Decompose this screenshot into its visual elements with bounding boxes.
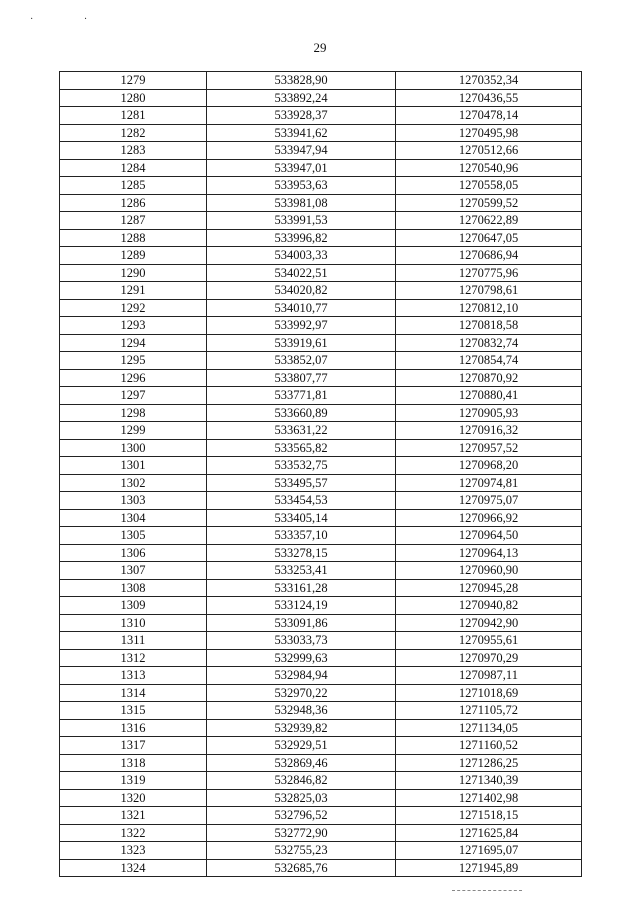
y-coordinate-cell: 1270540,96 bbox=[396, 159, 582, 177]
table-row bbox=[60, 597, 582, 615]
x-coordinate-cell: 533495,57 bbox=[207, 474, 396, 492]
table-row bbox=[60, 352, 582, 370]
y-coordinate-cell: 1270916,32 bbox=[396, 422, 582, 440]
y-coordinate-cell: 1270880,41 bbox=[396, 387, 582, 405]
x-coordinate-cell: 532869,46 bbox=[207, 754, 396, 772]
table-row bbox=[60, 107, 582, 125]
table-row bbox=[60, 562, 582, 580]
y-coordinate-cell: 1271625,84 bbox=[396, 824, 582, 842]
x-coordinate-cell: 533161,28 bbox=[207, 579, 396, 597]
y-coordinate-cell: 1270960,90 bbox=[396, 562, 582, 580]
x-coordinate-cell: 533852,07 bbox=[207, 352, 396, 370]
x-coordinate-cell: 532796,52 bbox=[207, 807, 396, 825]
point-number-cell: 1305 bbox=[60, 527, 207, 545]
point-number-cell: 1317 bbox=[60, 737, 207, 755]
y-coordinate-cell: 1270818,58 bbox=[396, 317, 582, 335]
table-row bbox=[60, 124, 582, 142]
x-coordinate-cell: 534010,77 bbox=[207, 299, 396, 317]
table-row bbox=[60, 422, 582, 440]
x-coordinate-cell: 533991,53 bbox=[207, 212, 396, 230]
table-row bbox=[60, 212, 582, 230]
y-coordinate-cell: 1271402,98 bbox=[396, 789, 582, 807]
x-coordinate-cell: 533405,14 bbox=[207, 509, 396, 527]
point-number-cell: 1319 bbox=[60, 772, 207, 790]
y-coordinate-cell: 1270775,96 bbox=[396, 264, 582, 282]
y-coordinate-cell: 1270854,74 bbox=[396, 352, 582, 370]
y-coordinate-cell: 1270974,81 bbox=[396, 474, 582, 492]
x-coordinate-cell: 533532,75 bbox=[207, 457, 396, 475]
point-number-cell: 1321 bbox=[60, 807, 207, 825]
x-coordinate-cell: 532948,36 bbox=[207, 702, 396, 720]
x-coordinate-cell: 532970,22 bbox=[207, 684, 396, 702]
x-coordinate-cell: 533565,82 bbox=[207, 439, 396, 457]
point-number-cell: 1283 bbox=[60, 142, 207, 160]
y-coordinate-cell: 1270955,61 bbox=[396, 632, 582, 650]
y-coordinate-cell: 1270622,89 bbox=[396, 212, 582, 230]
x-coordinate-cell: 534003,33 bbox=[207, 247, 396, 265]
table-row bbox=[60, 177, 582, 195]
point-number-cell: 1284 bbox=[60, 159, 207, 177]
table-row bbox=[60, 317, 582, 335]
x-coordinate-cell: 533981,08 bbox=[207, 194, 396, 212]
table-row bbox=[60, 649, 582, 667]
table-row bbox=[60, 527, 582, 545]
table-row bbox=[60, 544, 582, 562]
table-row bbox=[60, 684, 582, 702]
y-coordinate-cell: 1271695,07 bbox=[396, 842, 582, 860]
point-number-cell: 1309 bbox=[60, 597, 207, 615]
x-coordinate-cell: 532685,76 bbox=[207, 859, 396, 877]
y-coordinate-cell: 1270966,92 bbox=[396, 509, 582, 527]
table-row bbox=[60, 89, 582, 107]
point-number-cell: 1286 bbox=[60, 194, 207, 212]
point-number-cell: 1300 bbox=[60, 439, 207, 457]
y-coordinate-cell: 1270964,13 bbox=[396, 544, 582, 562]
table-row bbox=[60, 614, 582, 632]
x-coordinate-cell: 534020,82 bbox=[207, 282, 396, 300]
point-number-cell: 1314 bbox=[60, 684, 207, 702]
y-coordinate-cell: 1270964,50 bbox=[396, 527, 582, 545]
y-coordinate-cell: 1270905,93 bbox=[396, 404, 582, 422]
x-coordinate-cell: 533278,15 bbox=[207, 544, 396, 562]
point-number-cell: 1290 bbox=[60, 264, 207, 282]
point-number-cell: 1323 bbox=[60, 842, 207, 860]
x-coordinate-cell: 533996,82 bbox=[207, 229, 396, 247]
y-coordinate-cell: 1270558,05 bbox=[396, 177, 582, 195]
y-coordinate-cell: 1270970,29 bbox=[396, 649, 582, 667]
y-coordinate-cell: 1270686,94 bbox=[396, 247, 582, 265]
x-coordinate-cell: 533947,94 bbox=[207, 142, 396, 160]
table-row bbox=[60, 247, 582, 265]
y-coordinate-cell: 1270436,55 bbox=[396, 89, 582, 107]
x-coordinate-cell: 533919,61 bbox=[207, 334, 396, 352]
x-coordinate-cell: 532999,63 bbox=[207, 649, 396, 667]
table-row bbox=[60, 142, 582, 160]
point-number-cell: 1292 bbox=[60, 299, 207, 317]
coordinates-table-body bbox=[60, 72, 582, 877]
point-number-cell: 1279 bbox=[60, 72, 207, 90]
table-row bbox=[60, 702, 582, 720]
y-coordinate-cell: 1270975,07 bbox=[396, 492, 582, 510]
point-number-cell: 1312 bbox=[60, 649, 207, 667]
table-row bbox=[60, 667, 582, 685]
point-number-cell: 1291 bbox=[60, 282, 207, 300]
x-coordinate-cell: 533253,41 bbox=[207, 562, 396, 580]
y-coordinate-cell: 1270495,98 bbox=[396, 124, 582, 142]
point-number-cell: 1324 bbox=[60, 859, 207, 877]
y-coordinate-cell: 1270812,10 bbox=[396, 299, 582, 317]
point-number-cell: 1307 bbox=[60, 562, 207, 580]
y-coordinate-cell: 1270599,52 bbox=[396, 194, 582, 212]
table-row bbox=[60, 457, 582, 475]
table-row bbox=[60, 229, 582, 247]
x-coordinate-cell: 533947,01 bbox=[207, 159, 396, 177]
table-row bbox=[60, 632, 582, 650]
y-coordinate-cell: 1271340,39 bbox=[396, 772, 582, 790]
y-coordinate-cell: 1271105,72 bbox=[396, 702, 582, 720]
table-row bbox=[60, 789, 582, 807]
x-coordinate-cell: 533828,90 bbox=[207, 72, 396, 90]
y-coordinate-cell: 1271286,25 bbox=[396, 754, 582, 772]
x-coordinate-cell: 532846,82 bbox=[207, 772, 396, 790]
y-coordinate-cell: 1270352,34 bbox=[396, 72, 582, 90]
table-row bbox=[60, 842, 582, 860]
y-coordinate-cell: 1271018,69 bbox=[396, 684, 582, 702]
y-coordinate-cell: 1270987,11 bbox=[396, 667, 582, 685]
table-row bbox=[60, 509, 582, 527]
point-number-cell: 1299 bbox=[60, 422, 207, 440]
table-row bbox=[60, 754, 582, 772]
y-coordinate-cell: 1270478,14 bbox=[396, 107, 582, 125]
x-coordinate-cell: 533928,37 bbox=[207, 107, 396, 125]
scan-corner-marks: · · bbox=[30, 14, 112, 25]
x-coordinate-cell: 533033,73 bbox=[207, 632, 396, 650]
y-coordinate-cell: 1271160,52 bbox=[396, 737, 582, 755]
table-row bbox=[60, 369, 582, 387]
table-row bbox=[60, 772, 582, 790]
table-row bbox=[60, 807, 582, 825]
table-row bbox=[60, 439, 582, 457]
coordinates-table bbox=[59, 71, 582, 877]
point-number-cell: 1293 bbox=[60, 317, 207, 335]
y-coordinate-cell: 1270832,74 bbox=[396, 334, 582, 352]
y-coordinate-cell: 1271945,89 bbox=[396, 859, 582, 877]
y-coordinate-cell: 1270512,66 bbox=[396, 142, 582, 160]
point-number-cell: 1282 bbox=[60, 124, 207, 142]
table-row bbox=[60, 334, 582, 352]
table-row bbox=[60, 159, 582, 177]
x-coordinate-cell: 533124,19 bbox=[207, 597, 396, 615]
x-coordinate-cell: 532984,94 bbox=[207, 667, 396, 685]
y-coordinate-cell: 1270942,90 bbox=[396, 614, 582, 632]
y-coordinate-cell: 1270798,61 bbox=[396, 282, 582, 300]
x-coordinate-cell: 533892,24 bbox=[207, 89, 396, 107]
point-number-cell: 1294 bbox=[60, 334, 207, 352]
table-row bbox=[60, 72, 582, 90]
page-number: 29 bbox=[313, 40, 327, 55]
table-row bbox=[60, 194, 582, 212]
scan-bottom-mark bbox=[452, 890, 522, 891]
x-coordinate-cell: 532755,23 bbox=[207, 842, 396, 860]
point-number-cell: 1297 bbox=[60, 387, 207, 405]
x-coordinate-cell: 532939,82 bbox=[207, 719, 396, 737]
point-number-cell: 1287 bbox=[60, 212, 207, 230]
point-number-cell: 1298 bbox=[60, 404, 207, 422]
x-coordinate-cell: 532929,51 bbox=[207, 737, 396, 755]
x-coordinate-cell: 533941,62 bbox=[207, 124, 396, 142]
table-row bbox=[60, 737, 582, 755]
y-coordinate-cell: 1271134,05 bbox=[396, 719, 582, 737]
x-coordinate-cell: 533992,97 bbox=[207, 317, 396, 335]
point-number-cell: 1306 bbox=[60, 544, 207, 562]
point-number-cell: 1301 bbox=[60, 457, 207, 475]
point-number-cell: 1302 bbox=[60, 474, 207, 492]
point-number-cell: 1295 bbox=[60, 352, 207, 370]
table-row bbox=[60, 264, 582, 282]
point-number-cell: 1316 bbox=[60, 719, 207, 737]
point-number-cell: 1288 bbox=[60, 229, 207, 247]
x-coordinate-cell: 533357,10 bbox=[207, 527, 396, 545]
table-row bbox=[60, 299, 582, 317]
point-number-cell: 1315 bbox=[60, 702, 207, 720]
point-number-cell: 1281 bbox=[60, 107, 207, 125]
x-coordinate-cell: 532772,90 bbox=[207, 824, 396, 842]
y-coordinate-cell: 1270957,52 bbox=[396, 439, 582, 457]
point-number-cell: 1322 bbox=[60, 824, 207, 842]
y-coordinate-cell: 1270945,28 bbox=[396, 579, 582, 597]
point-number-cell: 1285 bbox=[60, 177, 207, 195]
x-coordinate-cell: 532825,03 bbox=[207, 789, 396, 807]
x-coordinate-cell: 533771,81 bbox=[207, 387, 396, 405]
x-coordinate-cell: 533091,86 bbox=[207, 614, 396, 632]
point-number-cell: 1311 bbox=[60, 632, 207, 650]
x-coordinate-cell: 533660,89 bbox=[207, 404, 396, 422]
point-number-cell: 1303 bbox=[60, 492, 207, 510]
point-number-cell: 1313 bbox=[60, 667, 207, 685]
point-number-cell: 1296 bbox=[60, 369, 207, 387]
table-row bbox=[60, 404, 582, 422]
table-row bbox=[60, 859, 582, 877]
y-coordinate-cell: 1270968,20 bbox=[396, 457, 582, 475]
x-coordinate-cell: 534022,51 bbox=[207, 264, 396, 282]
point-number-cell: 1308 bbox=[60, 579, 207, 597]
table-row bbox=[60, 579, 582, 597]
y-coordinate-cell: 1271518,15 bbox=[396, 807, 582, 825]
table-row bbox=[60, 824, 582, 842]
y-coordinate-cell: 1270647,05 bbox=[396, 229, 582, 247]
table-row bbox=[60, 282, 582, 300]
y-coordinate-cell: 1270940,82 bbox=[396, 597, 582, 615]
table-row bbox=[60, 387, 582, 405]
point-number-cell: 1280 bbox=[60, 89, 207, 107]
point-number-cell: 1320 bbox=[60, 789, 207, 807]
x-coordinate-cell: 533454,53 bbox=[207, 492, 396, 510]
point-number-cell: 1289 bbox=[60, 247, 207, 265]
table-row bbox=[60, 474, 582, 492]
table-row bbox=[60, 492, 582, 510]
table-row bbox=[60, 719, 582, 737]
point-number-cell: 1304 bbox=[60, 509, 207, 527]
y-coordinate-cell: 1270870,92 bbox=[396, 369, 582, 387]
x-coordinate-cell: 533807,77 bbox=[207, 369, 396, 387]
x-coordinate-cell: 533953,63 bbox=[207, 177, 396, 195]
point-number-cell: 1310 bbox=[60, 614, 207, 632]
x-coordinate-cell: 533631,22 bbox=[207, 422, 396, 440]
point-number-cell: 1318 bbox=[60, 754, 207, 772]
